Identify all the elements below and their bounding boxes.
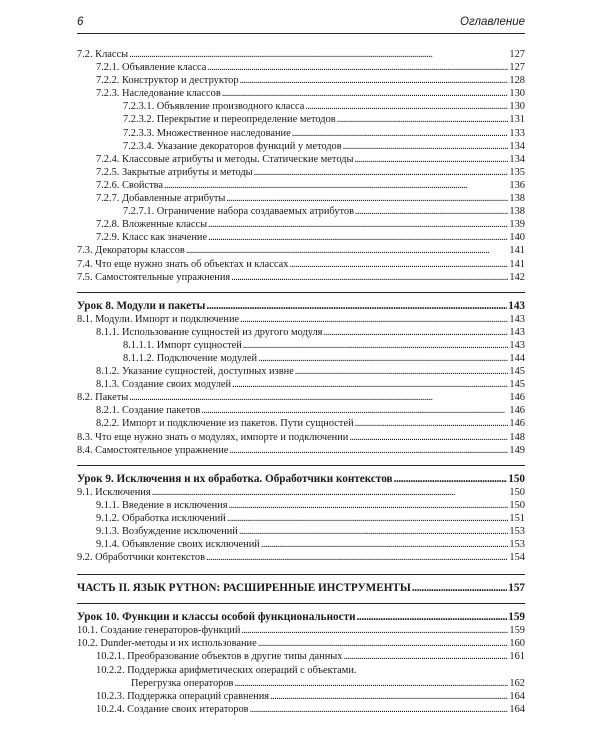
toc-entry: [77, 100, 525, 113]
dot-leader: [152, 486, 509, 499]
toc-entry-10-2-2-line1: [77, 664, 525, 677]
entry-page: 161: [509, 651, 525, 663]
toc-entry: [77, 624, 525, 637]
toc-entry: [77, 192, 525, 205]
toc-entry: [77, 512, 525, 525]
entry-page: 159: [509, 625, 525, 637]
entry-page: 128: [509, 75, 525, 87]
toc-entry: [77, 690, 525, 703]
dot-leader: [289, 258, 508, 271]
lesson-title: Урок 9. Исключения и их обработка. Обработчики контекстов: [77, 472, 393, 485]
entry-page: 148: [509, 431, 525, 443]
toc-entry: [77, 637, 525, 650]
entry-label: 7.2.3.2. Перекрытие и переопределение методов: [123, 114, 336, 126]
dot-leader: [258, 352, 508, 365]
entry-page: 150: [509, 486, 525, 498]
dot-leader: [207, 61, 508, 74]
toc-entry: [77, 486, 525, 499]
toc-entry-10-2-2-line2: [77, 677, 525, 690]
toc-entry: [77, 339, 525, 352]
entry-page: 144: [509, 352, 525, 364]
toc-entry: [77, 48, 525, 61]
toc-entry: [77, 538, 525, 551]
toc-entry: [77, 166, 525, 179]
entry-page: 140: [509, 232, 525, 244]
toc-entry: [77, 313, 525, 326]
lesson-page: 150: [508, 472, 525, 485]
entry-label: 8.1.1.2. Подключение модулей: [123, 352, 258, 364]
toc-block-special-functions: [77, 624, 525, 663]
entry-page: 133: [509, 127, 525, 139]
entry-page: 162: [509, 677, 525, 689]
entry-label: 9.1.1. Введение в исключения: [96, 499, 228, 511]
dot-leader: [227, 512, 509, 525]
entry-label: 8.1.2. Указание сущностей, доступных извне: [96, 366, 294, 378]
running-title: Оглавление: [460, 16, 525, 28]
entry-page: 164: [509, 690, 525, 702]
lesson-title: Урок 10. Функции и классы особой функциональности: [77, 611, 356, 624]
toc-entry: [77, 650, 525, 663]
dot-leader: [355, 153, 509, 166]
toc-entry: [77, 326, 525, 339]
entry-label: 8.1.1.1. Импорт сущностей: [123, 339, 242, 351]
toc-entry: [77, 179, 525, 192]
dot-leader: [357, 610, 508, 624]
dot-leader: [228, 499, 508, 512]
entry-label: 10.2. Dunder-методы и их использование: [77, 638, 257, 650]
dot-leader: [201, 404, 508, 417]
entry-page: 127: [509, 49, 525, 60]
lesson-page: 159: [508, 611, 525, 624]
entry-label: 8.2.1. Создание пакетов: [96, 405, 201, 417]
entry-label: 7.2.3.3. Множественное наследование: [123, 127, 291, 139]
entry-label: 8.2. Пакеты: [77, 392, 129, 404]
entry-label: 7.2.3. Наследование классов: [96, 88, 221, 100]
entry-page: 151: [509, 512, 525, 524]
toc-entry: [77, 258, 525, 271]
dot-leader: [240, 74, 509, 87]
page-number: 6: [77, 16, 84, 28]
entry-page: 160: [509, 638, 525, 650]
entry-page: 153: [509, 539, 525, 551]
toc-entry: [77, 391, 525, 404]
entry-page: 139: [509, 219, 525, 231]
entry-page: 145: [509, 366, 525, 378]
dot-leader: [323, 326, 508, 339]
toc-entry: [77, 74, 525, 87]
toc-entry: [77, 140, 525, 153]
entry-page: 138: [509, 206, 525, 218]
entry-page: 127: [509, 62, 525, 74]
entry-page: 130: [509, 88, 525, 100]
entry-label: 7.2.3.1. Объявление производного класса: [123, 101, 305, 113]
table-of-contents: [77, 48, 525, 716]
entry-page: 142: [509, 271, 525, 283]
entry-page: 136: [509, 179, 525, 191]
entry-page: 138: [509, 193, 525, 205]
part-title: ЧАСТЬ II. ЯЗЫК PYTHON: РАСШИРЕННЫЕ ИНСТРУМЕНТЫ: [77, 582, 411, 595]
entry-label: 10.2.3. Поддержка операций сравнения: [96, 690, 270, 702]
entry-page: 153: [509, 526, 525, 537]
toc-entry: [77, 703, 525, 716]
toc-entry: [77, 87, 525, 100]
entry-label: 8.1. Модули. Импорт и подключение: [77, 313, 240, 325]
toc-entry: [77, 431, 525, 444]
toc-entry: [77, 444, 525, 457]
dot-leader: [412, 581, 507, 595]
toc-entry: [77, 271, 525, 284]
dot-leader: [243, 339, 509, 352]
entry-label: 9.1.3. Возбуждение исключений: [96, 526, 238, 537]
toc-entry: [77, 218, 525, 231]
entry-label: 10.2.2. Поддержка арифметических операций с объектами.: [96, 664, 357, 676]
entry-label: 7.5. Самостоятельные упражнения: [77, 271, 231, 283]
toc-block-classes: [77, 48, 525, 284]
entry-label: 7.2.4. Классовые атрибуты и методы. Статические методы: [96, 153, 354, 165]
dot-leader: [232, 378, 508, 391]
entry-label: 8.1.3. Создание своих модулей: [96, 379, 232, 391]
dot-leader: [250, 703, 509, 716]
toc-entry: [77, 231, 525, 244]
entry-label: 9.1.4. Объявление своих исключений: [96, 539, 260, 551]
toc-entry: [77, 499, 525, 512]
dot-leader: [241, 624, 508, 637]
dot-leader: [234, 677, 508, 690]
dot-leader: [164, 179, 508, 192]
entry-label: 8.2.2. Импорт и подключение из пакетов. Пути сущностей: [96, 418, 354, 430]
dot-leader: [349, 431, 508, 444]
toc-block-special-functions-2: [77, 690, 525, 716]
lesson-page: 143: [508, 299, 525, 312]
entry-page: 146: [509, 418, 525, 430]
dot-leader: [355, 205, 508, 218]
dot-leader: [254, 166, 509, 179]
entry-label: 7.2.6. Свойства: [96, 179, 164, 191]
entry-label: 8.1.1. Использование сущностей из другого модуля: [96, 326, 323, 338]
entry-page: 134: [509, 153, 525, 165]
toc-entry: [77, 205, 525, 218]
dot-leader: [206, 551, 508, 564]
entry-label: 7.2.5. Закрытые атрибуты и методы: [96, 166, 253, 178]
entry-page: 146: [509, 392, 525, 404]
entry-page: 135: [509, 166, 525, 178]
toc-lesson-9: [77, 465, 525, 486]
entry-label: 7.2.3.4. Указание декораторов функций у методов: [123, 140, 342, 152]
dot-leader: [231, 271, 508, 284]
toc-lesson-10: [77, 603, 525, 624]
toc-entry: [77, 417, 525, 430]
dot-leader: [222, 87, 509, 100]
entry-page: 143: [509, 326, 525, 338]
dot-leader: [261, 538, 509, 551]
entry-label: 10.1. Создание генераторов-функций: [77, 625, 241, 637]
entry-label: 8.3. Что еще нужно знать о модулях, импорте и подключении: [77, 431, 349, 443]
dot-leader: [240, 313, 508, 326]
dot-leader: [394, 472, 508, 486]
toc-entry: [77, 378, 525, 391]
dot-leader: [208, 218, 508, 231]
dot-leader: [270, 690, 508, 703]
entry-page: 130: [509, 101, 525, 113]
entry-page: 131: [509, 114, 525, 126]
dot-leader: [292, 127, 509, 140]
toc-entry: [77, 244, 525, 257]
dot-leader: [129, 48, 508, 61]
dot-leader: [229, 444, 508, 457]
entry-page: 143: [509, 313, 525, 325]
entry-label: 8.4. Самостоятельное упражнение: [77, 444, 229, 456]
toc-entry: [77, 61, 525, 74]
entry-label: 9.1.2. Обработка исключений: [96, 512, 226, 524]
entry-label: 7.2.8. Вложенные классы: [96, 219, 208, 231]
entry-label: 7.3. Декораторы классов: [77, 245, 185, 257]
toc-entry: [77, 551, 525, 564]
toc-entry: [77, 113, 525, 126]
toc-block-modules: [77, 313, 525, 457]
toc-part-2: [77, 574, 525, 595]
entry-page: 141: [509, 245, 525, 257]
page-header: [77, 16, 525, 34]
entry-label: 7.4. Что еще нужно знать об объектах и классах: [77, 258, 289, 270]
lesson-title: Урок 8. Модули и пакеты: [77, 299, 206, 312]
toc-entry: [77, 525, 525, 538]
dot-leader: [305, 100, 508, 113]
entry-page: 143: [509, 339, 525, 351]
entry-label: 10.2.4. Создание своих итераторов: [96, 703, 249, 715]
entry-label: 7.2.1. Объявление класса: [96, 62, 207, 74]
dot-leader: [343, 650, 508, 663]
dot-leader: [258, 637, 509, 650]
entry-label: 7.2.2. Конструктор и деструктор: [96, 75, 239, 87]
entry-label: 10.2.1. Преобразование объектов в другие типы данных: [96, 651, 343, 663]
dot-leader: [239, 525, 509, 538]
dot-leader: [355, 417, 509, 430]
toc-block-exceptions: [77, 486, 525, 565]
toc-entry: [77, 404, 525, 417]
toc-entry: [77, 127, 525, 140]
part-page: 157: [508, 582, 525, 595]
dot-leader: [337, 113, 509, 126]
dot-leader: [343, 140, 509, 153]
dot-leader: [208, 231, 508, 244]
dot-leader: [295, 365, 509, 378]
entry-label: 9.2. Обработчики контекстов: [77, 552, 205, 564]
toc-lesson-8: [77, 292, 525, 313]
entry-page: 145: [509, 379, 525, 391]
entry-page: 164: [509, 703, 525, 715]
entry-label: Перегрузка операторов: [131, 677, 234, 689]
entry-page: 150: [509, 499, 525, 511]
entry-page: 146: [509, 405, 525, 417]
dot-leader: [206, 299, 507, 313]
toc-entry: [77, 153, 525, 166]
dot-leader: [129, 391, 508, 404]
entry-label: 7.2.7. Добавленные атрибуты: [96, 193, 226, 205]
dot-leader: [226, 192, 508, 205]
entry-page: 154: [509, 552, 525, 564]
entry-page: 134: [509, 140, 525, 152]
toc-entry: [77, 365, 525, 378]
entry-label: 7.2.9. Класс как значение: [96, 232, 208, 244]
dot-leader: [186, 244, 509, 257]
entry-label: 9.1. Исключения: [77, 486, 151, 498]
entry-page: 141: [509, 258, 525, 270]
entry-label: 7.2. Классы: [77, 49, 129, 60]
toc-entry: [77, 352, 525, 365]
entry-label: 7.2.7.1. Ограничение набора создаваемых атрибутов: [123, 206, 355, 218]
entry-page: 149: [509, 444, 525, 456]
